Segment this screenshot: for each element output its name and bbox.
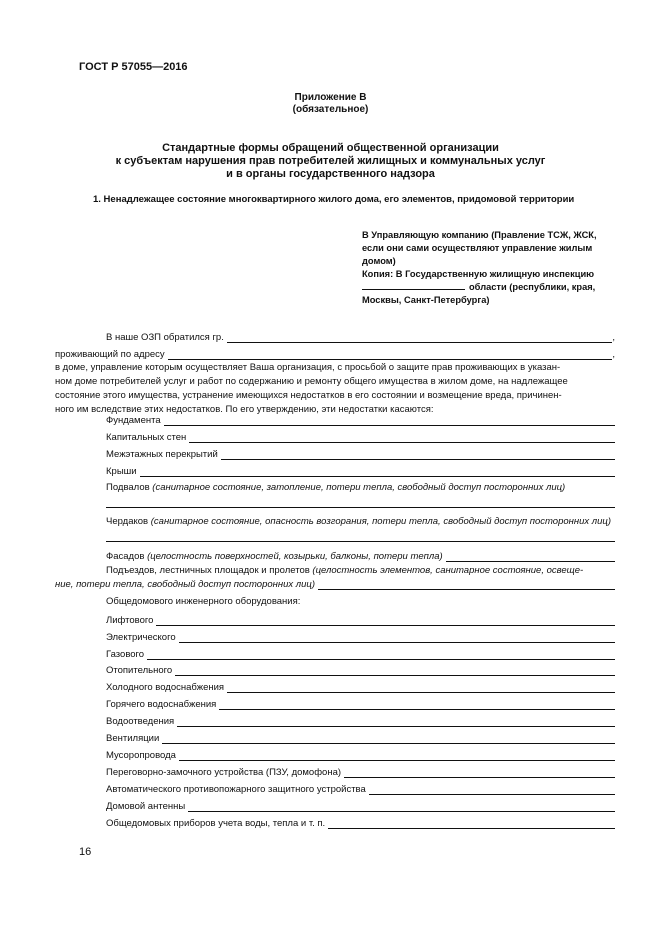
drainage-row: Водоотведения: [106, 713, 615, 727]
entrance-blank[interactable]: [318, 580, 615, 590]
addressee-line-4: Копия: В Государственную жилищную инспекцию: [362, 269, 595, 279]
standard-code: ГОСТ Р 57055—2016: [79, 61, 188, 73]
appendix-status: (обязательное): [292, 104, 369, 115]
attic-blank[interactable]: [106, 540, 615, 542]
addressee-line-2: если они сами осуществляют управление жилым: [362, 243, 593, 253]
cold-water-row: Холодного водоснабжения: [106, 679, 615, 693]
addressee-line-5: области (республики, края,: [362, 281, 622, 294]
roof-blank[interactable]: [140, 467, 615, 477]
addressee-line-6: Москвы, Санкт-Петербурга): [362, 295, 490, 305]
heating-row: Отопительного: [106, 662, 615, 676]
floors-row: Межэтажных перекрытий: [106, 446, 615, 460]
address-blank[interactable]: [168, 350, 613, 360]
fire-blank[interactable]: [369, 785, 615, 795]
facade-row: Фасадов (целостность поверхностей, козырьки, балконы, потери тепла): [106, 548, 615, 562]
antenna-row: Домовой антенны: [106, 798, 615, 812]
citizen-name-blank[interactable]: [227, 333, 613, 343]
intercom-row: Переговорно-замочного устройства (ПЗУ, домофона): [106, 764, 615, 778]
address-row: проживающий по адресу ,: [55, 349, 615, 360]
facade-blank[interactable]: [446, 552, 615, 562]
meters-blank[interactable]: [328, 819, 615, 829]
appendix-title: Приложение В: [294, 92, 367, 103]
document-title-line-1: Стандартные формы обращений общественной организации: [162, 142, 499, 154]
attic-row: Чердаков (санитарное состояние, опасность возгорания, потери тепла, свободный доступ посторонних лиц): [106, 516, 612, 527]
walls-blank[interactable]: [189, 433, 615, 443]
elevator-blank[interactable]: [156, 616, 615, 626]
basement-row: Подвалов (санитарное состояние, затопление, потери тепла, свободный доступ посторонних лиц): [106, 482, 566, 493]
entrance-row-2: ние, потери тепла, свободный доступ посторонних лиц): [55, 576, 615, 590]
fire-row: Автоматического противопожарного защитного устройства: [106, 781, 615, 795]
roof-row: Крыши: [106, 463, 615, 477]
ventilation-row: Вентиляции: [106, 730, 615, 744]
document-title-line-3: и в органы государственного надзора: [226, 168, 435, 180]
region-blank[interactable]: [362, 289, 465, 290]
intercom-blank[interactable]: [344, 768, 615, 778]
drainage-blank[interactable]: [177, 717, 615, 727]
equipment-heading: Общедомового инженерного оборудования:: [106, 596, 301, 607]
page-number: 16: [79, 846, 92, 858]
request-paragraph: в доме, управление которым осуществляет Ваша организация, с просьбой о защите прав проживающих в указан- ном доме потребителей услуг и работ по содержанию и ремонту общего имущества в жилом доме, на надлежащее состояние этого имущества, устранение имеющихся недостатков в его состоянии и возмещение вреда, причинен- ного им вследствие этих недостатков. По его утверждению, эти недостатки касаются:: [55, 362, 568, 415]
section-heading: 1. Ненадлежащее состояние многоквартирного жилого дома, его элементов, придомовой территории: [93, 194, 575, 205]
document-title-line-2: к субъектам нарушения прав потребителей жилищных и коммунальных услуг: [115, 155, 546, 167]
ventilation-blank[interactable]: [162, 734, 615, 744]
addressee-line-3: домом): [362, 256, 396, 266]
gas-blank[interactable]: [147, 650, 615, 660]
basement-blank[interactable]: [106, 506, 615, 508]
addressee-line-1: В Управляющую компанию (Правление ТСЖ, ЖСК,: [362, 230, 597, 240]
foundation-blank[interactable]: [164, 416, 615, 426]
garbage-blank[interactable]: [179, 751, 615, 761]
entrance-row: Подъездов, лестничных площадок и пролетов (целостность элементов, санитарное состояние, освеще-: [106, 565, 584, 576]
antenna-blank[interactable]: [188, 802, 615, 812]
heating-blank[interactable]: [175, 666, 615, 676]
walls-row: Капитальных стен: [106, 429, 615, 443]
cold-water-blank[interactable]: [227, 683, 615, 693]
meters-row: Общедомовых приборов учета воды, тепла и т. п.: [106, 815, 615, 829]
hot-water-row: Горячего водоснабжения: [106, 696, 615, 710]
elevator-row: Лифтового: [106, 612, 615, 626]
electrical-row: Электрического: [106, 629, 615, 643]
gas-row: Газового: [106, 646, 615, 660]
garbage-row: Мусоропровода: [106, 747, 615, 761]
electrical-blank[interactable]: [179, 633, 615, 643]
foundation-row: Фундамента: [106, 412, 615, 426]
floors-blank[interactable]: [221, 450, 615, 460]
hot-water-blank[interactable]: [219, 700, 615, 710]
citizen-name-row: В наше ОЗП обратился гр. ,: [106, 332, 615, 343]
